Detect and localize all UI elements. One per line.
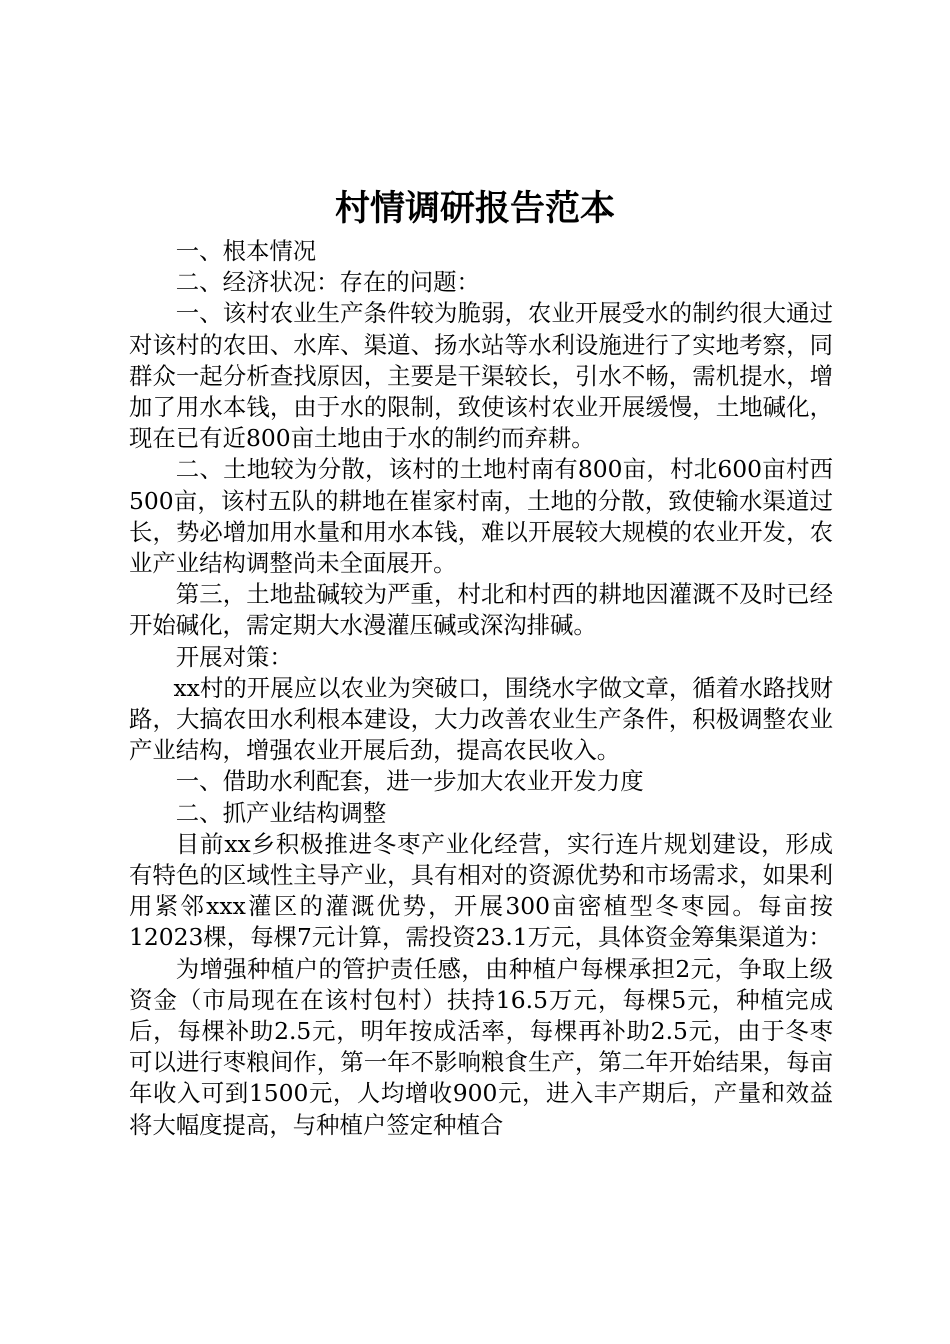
paragraph-problem-salinity: 第三，土地盐碱较为严重，村北和村西的耕地因灌溉不及时已经开始碱化，需定期大水漫灌压碱或深沟排碱。 [129, 580, 833, 640]
paragraph-countermeasures-intro: xx村的开展应以农业为突破口，围绕水字做文章，循着水路找财路，大搞农田水利根本建设，大力改善农业生产条件，积极调整农业产业结构，增强农业开展后劲，提高农民收入。 [129, 673, 833, 765]
paragraph-jujube-plan: 目前xx乡积极推进冬枣产业化经营，实行连片规划建设，形成有特色的区域性主导产业，具有相对的资源优势和市场需求，如果利用紧邻xxx灌区的灌溉优势，开展300亩密植型冬枣园。每亩按12023棵，每棵7元计算，需投资23.1万元，具体资金筹集渠道为： [129, 829, 833, 952]
paragraph-problem-water: 一、该村农业生产条件较为脆弱，农业开展受水的制约很大通过对该村的农田、水库、渠道、扬水站等水利设施进行了实地考察，同群众一起分析查找原因，主要是干渠较长，引水不畅，需机提水，增加了用水本钱，由于水的限制，致使该村农业开展缓慢，土地碱化，现在已有近800亩土地由于水的制约而弃耕。 [129, 299, 833, 453]
paragraph-measure-structure: 二、抓产业结构调整 [175, 798, 387, 827]
paragraph-funding-details: 为增强种植户的管护责任感，由种植户每棵承担2元，争取上级资金（市局现在在该村包村）扶持16.5万元，每棵5元，种植完成后，每棵补助2.5元，明年按成活率，每棵再补助2.5元，由于冬枣可以进行枣粮间作，第一年不影响粮食生产，第二年开始结果，每亩年收入可到1500元，人均增收900元，进入丰产期后，产量和效益将大幅度提高，与种植户签定种植合 [129, 954, 833, 1139]
paragraph-countermeasures-heading: 开展对策： [175, 642, 293, 671]
document-title: 村情调研报告范本 [334, 188, 615, 229]
paragraph-measure-water: 一、借助水利配套，进一步加大农业开发力度 [175, 767, 644, 796]
paragraph-basic-situation: 一、根本情况 [175, 237, 317, 265]
paragraph-economic-status: 二、经济状况：存在的问题： [175, 268, 480, 297]
document-body [129, 236, 833, 1141]
paragraph-problem-land-scattered: 二、土地较为分散，该村的土地村南有800亩，村北600亩村西500亩，该村五队的耕地在崔家村南，土地的分散，致使输水渠道过长，势必增加用水量和用水本钱，难以开展较大规模的农业开发，农业产业结构调整尚未全面展开。 [129, 455, 833, 578]
